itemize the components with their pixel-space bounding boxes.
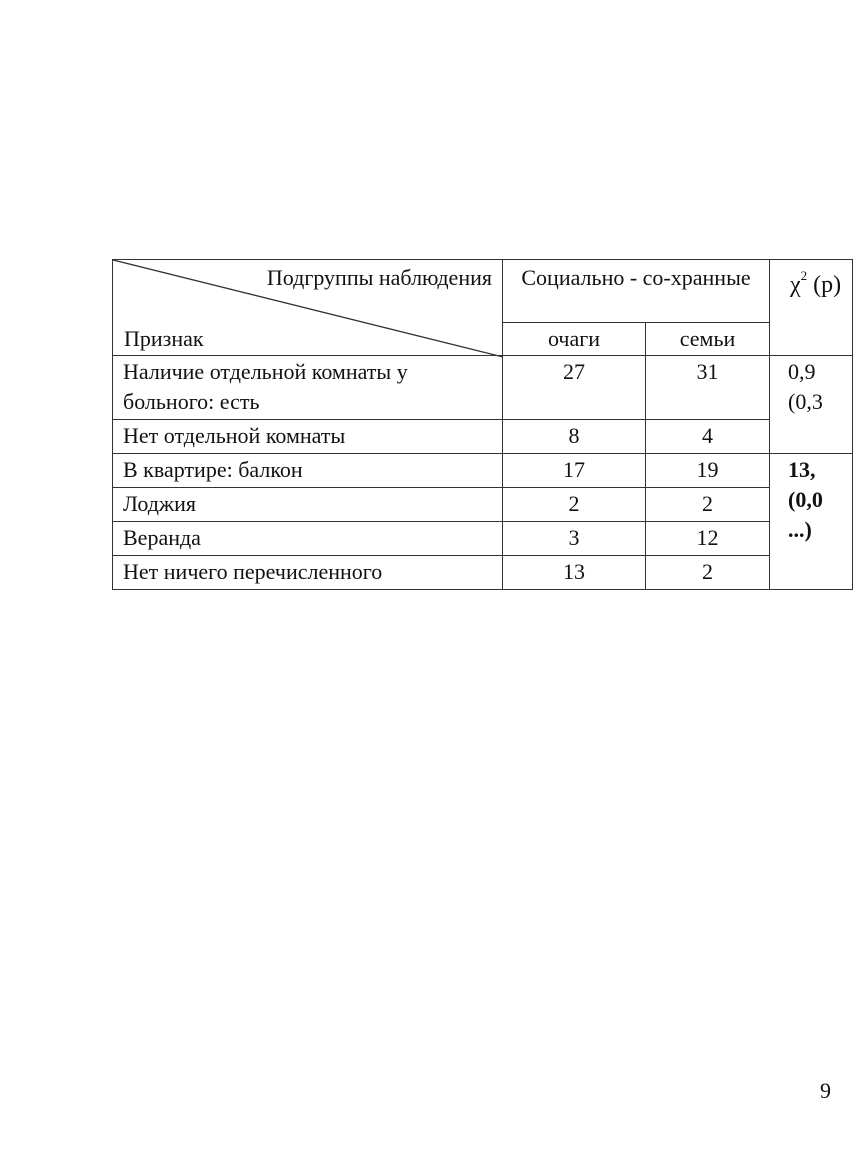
table-row <box>113 420 853 454</box>
table-row <box>113 488 853 522</box>
corner-header-cell <box>113 260 503 356</box>
chi-suffix: (р) <box>807 272 842 298</box>
table-row <box>113 356 853 420</box>
page-number: 9 <box>820 1078 831 1103</box>
chi-value-line: (0,3 <box>788 389 823 414</box>
chi-symbol: χ <box>790 272 801 298</box>
row-label: Лоджия <box>113 488 503 522</box>
row-value-col1: 3 <box>503 522 646 556</box>
row-value-col2: 12 <box>646 522 770 556</box>
chi-square-header <box>770 260 853 356</box>
row-value-col2: 2 <box>646 556 770 590</box>
chi-square-value-group-1 <box>770 356 853 454</box>
subgroup-header-2: семьи <box>646 323 770 356</box>
corner-top-label: Подгруппы наблюдения <box>266 265 492 290</box>
table-row <box>113 556 853 590</box>
table-wrapper <box>112 259 852 590</box>
subgroup-header-1: очаги <box>503 323 646 356</box>
row-label: В квартире: балкон <box>113 454 503 488</box>
row-value-col1: 2 <box>503 488 646 522</box>
header-row-1 <box>113 260 853 323</box>
corner-bottom-label: Признак <box>124 326 204 351</box>
chi-value-line: (0,0 <box>788 487 823 512</box>
row-label: Нет ничего перечисленного <box>113 556 503 590</box>
row-label: Веранда <box>113 522 503 556</box>
row-label: Наличие отдельной комнаты у больного: есть <box>113 356 503 420</box>
row-value-col1: 8 <box>503 420 646 454</box>
group-header: Социально - со-хранные <box>503 260 770 323</box>
row-value-col1: 27 <box>503 356 646 420</box>
row-value-col2: 2 <box>646 488 770 522</box>
row-label: Нет отдельной комнаты <box>113 420 503 454</box>
row-value-col2: 4 <box>646 420 770 454</box>
row-value-col2: 19 <box>646 454 770 488</box>
chi-value-line: ...) <box>788 517 812 542</box>
chi-square-value-group-2 <box>770 454 853 590</box>
table-row <box>113 454 853 488</box>
chi-superscript: 2 <box>800 268 808 283</box>
comparison-table <box>112 259 853 590</box>
row-value-col1: 17 <box>503 454 646 488</box>
chi-value-line: 13, <box>788 457 816 482</box>
row-value-col2: 31 <box>646 356 770 420</box>
table-row <box>113 522 853 556</box>
row-value-col1: 13 <box>503 556 646 590</box>
chi-value-line: 0,9 <box>788 359 816 384</box>
